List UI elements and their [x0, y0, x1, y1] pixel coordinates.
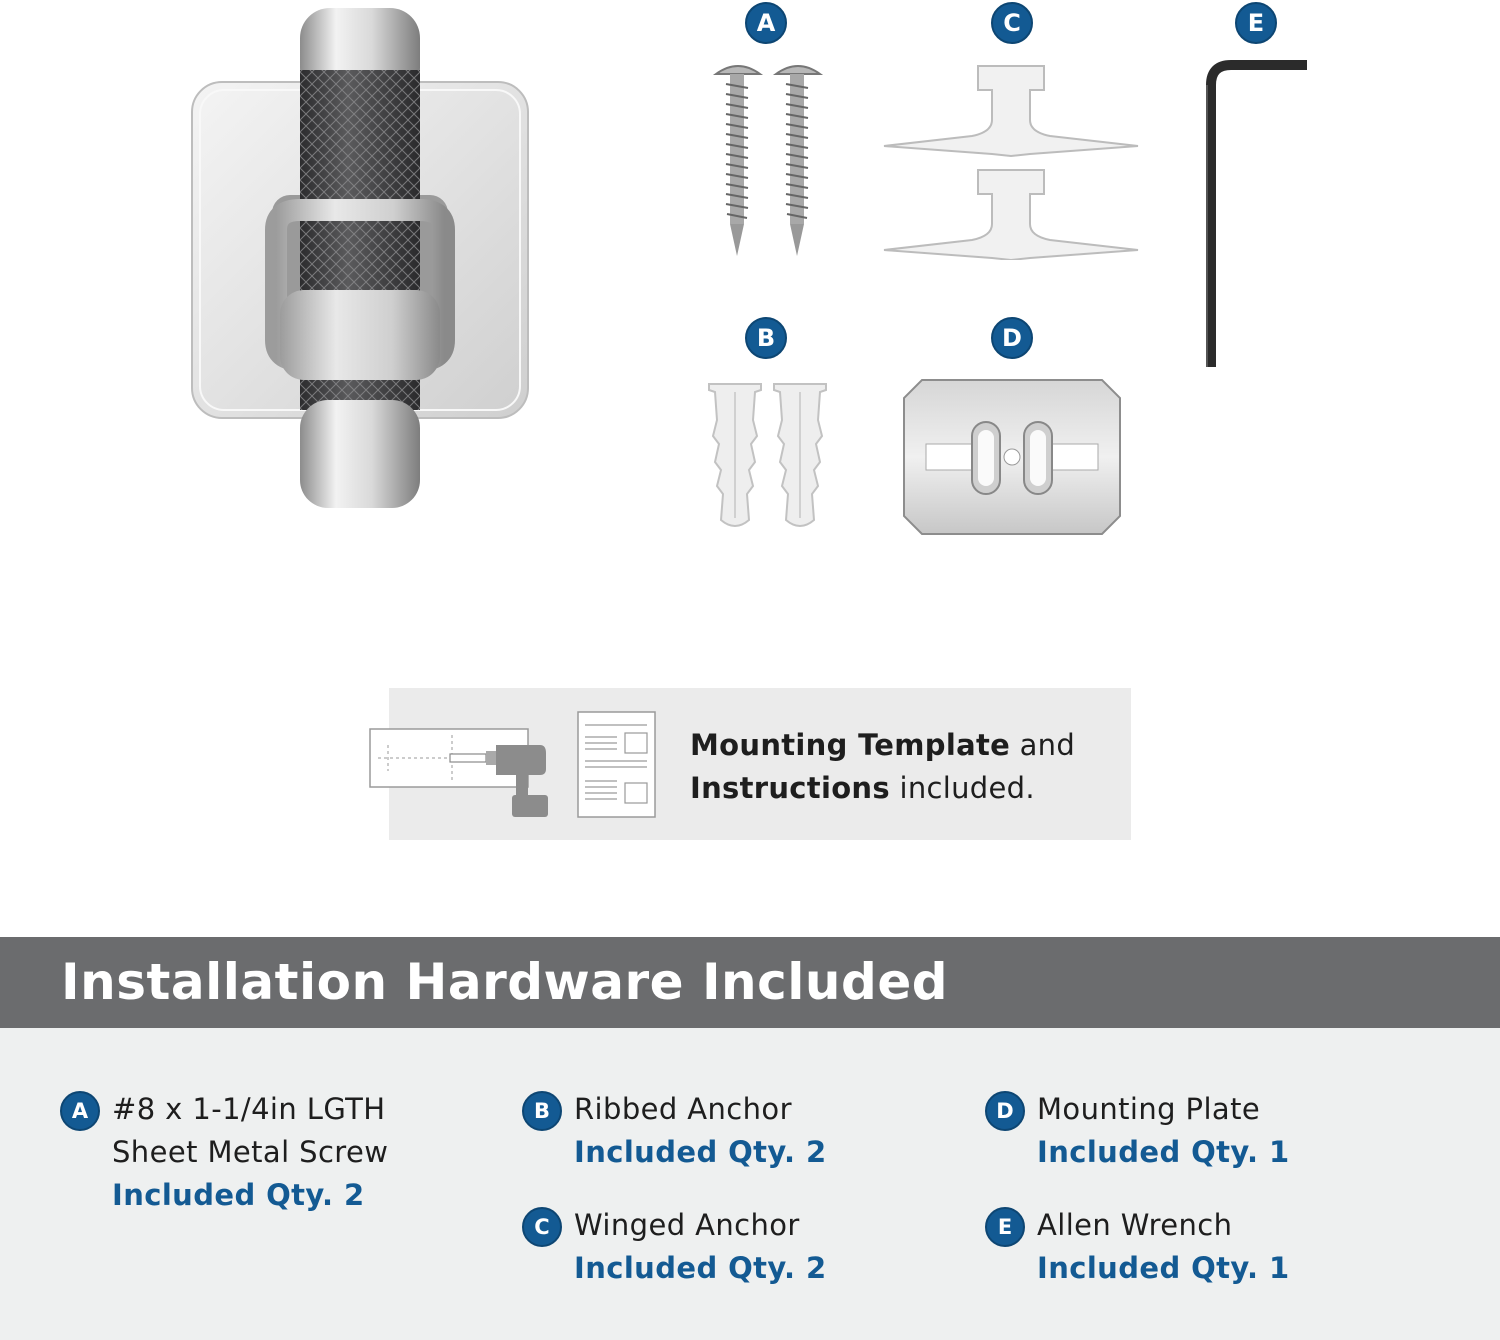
list-badge-a: A — [60, 1091, 100, 1131]
item-name-line1: #8 x 1-1/4in LGTH — [112, 1092, 386, 1126]
hook-product-image — [180, 0, 540, 520]
instructions-document-icon — [577, 711, 657, 819]
item-qty: Included Qty. 1 — [1037, 1135, 1290, 1169]
item-name-line2: Sheet Metal Screw — [112, 1135, 389, 1169]
ribbed-anchor-icon — [705, 380, 830, 532]
mounting-plate-icon — [900, 376, 1124, 538]
list-badge-e: E — [985, 1207, 1025, 1247]
list-badge-d: D — [985, 1091, 1025, 1131]
template-caption-rest-1: and — [1010, 728, 1076, 762]
item-qty: Included Qty. 2 — [574, 1135, 827, 1169]
item-name-line1: Allen Wrench — [1037, 1208, 1233, 1242]
item-name-line1: Winged Anchor — [574, 1208, 800, 1242]
badge-d: D — [991, 317, 1033, 359]
badge-b: B — [745, 317, 787, 359]
badge-c: C — [991, 2, 1033, 44]
template-caption-bold-1: Mounting Template — [690, 728, 1011, 762]
item-qty: Included Qty. 2 — [574, 1251, 827, 1285]
badge-a: A — [745, 2, 787, 44]
badge-e: E — [1235, 2, 1277, 44]
item-name-line1: Ribbed Anchor — [574, 1092, 792, 1126]
list-badge-b: B — [522, 1091, 562, 1131]
item-qty: Included Qty. 1 — [1037, 1251, 1290, 1285]
template-caption-rest-2: included. — [889, 771, 1035, 805]
template-caption — [690, 724, 1130, 810]
list-badge-c: C — [522, 1207, 562, 1247]
template-caption-bold-2: Instructions — [690, 771, 890, 805]
item-name-line1: Mounting Plate — [1037, 1092, 1261, 1126]
section-title: Installation Hardware Included — [61, 953, 949, 1011]
screw-icon — [710, 60, 830, 260]
winged-anchor-icon — [880, 60, 1142, 260]
drill-template-icon — [368, 725, 553, 821]
item-qty: Included Qty. 2 — [112, 1178, 365, 1212]
allen-wrench-icon — [1195, 55, 1315, 375]
